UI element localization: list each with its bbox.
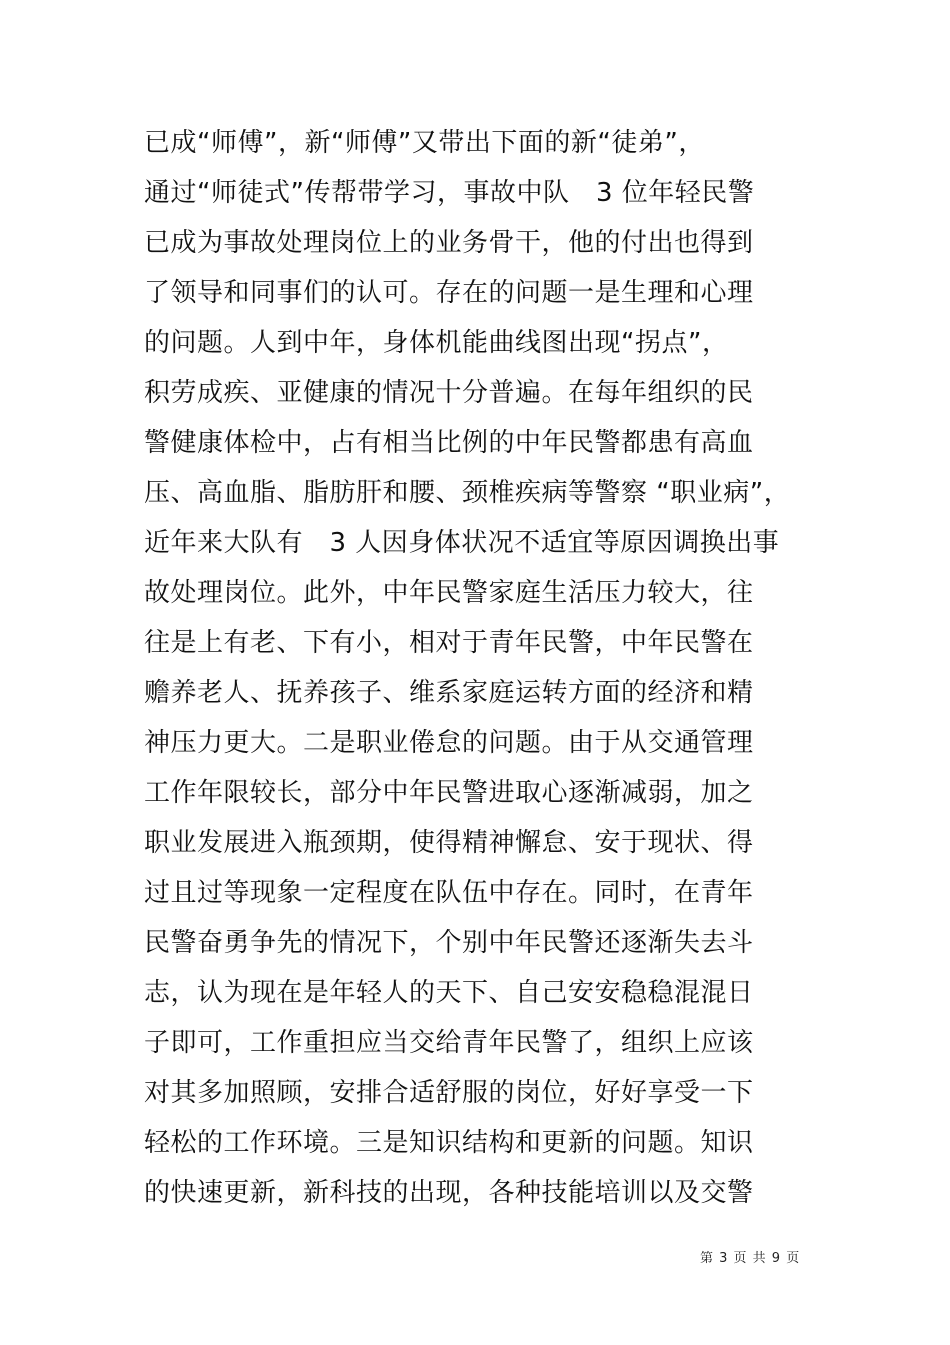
body-text bbox=[144, 118, 824, 1218]
text-line: 已成“师傅”，新“师傅”又带出下面的新“徒弟”， bbox=[144, 128, 705, 158]
text-line: 赡养老人、抚养孩子、维系家庭运转方面的经济和精 bbox=[144, 678, 754, 708]
text-line: 积劳成疾、亚健康的情况十分普遍。在每年组织的民 bbox=[144, 378, 754, 408]
text-line: 故处理岗位。此外，中年民警家庭生活压力较大，往 bbox=[144, 578, 754, 608]
text-line: 压、高血脂、脂肪肝和腰、颈椎疾病等警察 “职业病”， bbox=[144, 478, 791, 508]
text-line: 警健康体检中，占有相当比例的中年民警都患有高血 bbox=[144, 428, 754, 458]
text-line: 已成为事故处理岗位上的业务骨干，他的付出也得到 bbox=[144, 228, 754, 258]
text-line: 通过“师徒式”传帮带学习，事故中队 3 位年轻民警 bbox=[144, 178, 755, 208]
text-line: 轻松的工作环境。三是知识结构和更新的问题。知识 bbox=[144, 1128, 754, 1158]
text-line: 工作年限较长，部分中年民警进取心逐渐减弱，加之 bbox=[144, 778, 754, 808]
text-line: 的问题。人到中年，身体机能曲线图出现“拐点”， bbox=[144, 328, 729, 358]
text-line: 民警奋勇争先的情况下，个别中年民警还逐渐失去斗 bbox=[144, 928, 754, 958]
text-line: 往是上有老、下有小，相对于青年民警，中年民警在 bbox=[144, 628, 754, 658]
text-line: 的快速更新，新科技的出现，各种技能培训以及交警 bbox=[144, 1178, 754, 1208]
text-line: 了领导和同事们的认可。存在的问题一是生理和心理 bbox=[144, 278, 754, 308]
text-line: 职业发展进入瓶颈期，使得精神懈怠、安于现状、得 bbox=[144, 828, 754, 858]
text-line: 神压力更大。二是职业倦怠的问题。由于从交通管理 bbox=[144, 728, 754, 758]
text-line: 对其多加照顾，安排合适舒服的岗位，好好享受一下 bbox=[144, 1078, 754, 1108]
page-number: 第 3 页 共 9 页 bbox=[700, 1251, 801, 1266]
text-line: 近年来大队有 3 人因身体状况不适宜等原因调换出事 bbox=[144, 528, 780, 558]
text-line: 志，认为现在是年轻人的天下、自己安安稳稳混混日 bbox=[144, 978, 754, 1008]
text-line: 过且过等现象一定程度在队伍中存在。同时，在青年 bbox=[144, 878, 754, 908]
text-line: 子即可，工作重担应当交给青年民警了，组织上应该 bbox=[144, 1028, 754, 1058]
